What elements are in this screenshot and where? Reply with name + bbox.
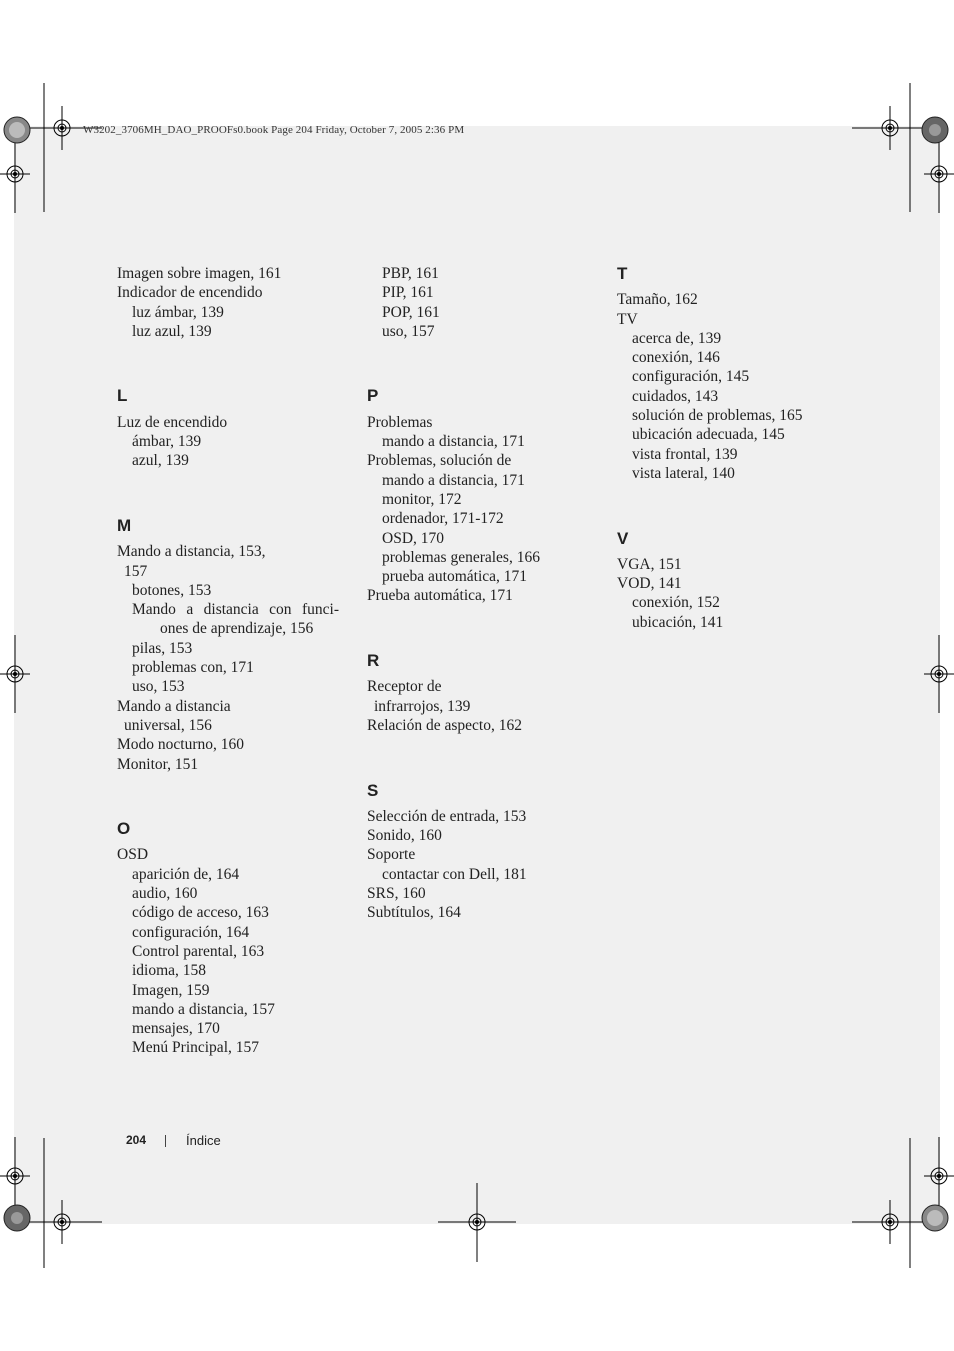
index-subentry: luz azul, 139: [132, 322, 212, 340]
index-subentry: 157: [124, 562, 148, 580]
index-entry: SRS, 160: [367, 885, 426, 903]
index-subentry: Menú Principal, 157: [132, 1039, 259, 1057]
index-subentry: idioma, 158: [132, 962, 207, 980]
index-letter-heading: O: [117, 819, 131, 839]
index-subentry: PBP, 161: [382, 265, 439, 282]
index-subentry: audio, 160: [132, 885, 198, 903]
index-subentry: ámbar, 139: [132, 433, 202, 451]
index-subentry: infrarrojos, 139: [374, 697, 471, 715]
index-column-2: [367, 264, 597, 923]
index-subentry: OSD, 170: [382, 529, 445, 547]
index-subentry: configuración, 145: [632, 368, 750, 386]
section-spacer: [617, 483, 847, 502]
index-subentry: acerca de, 139: [632, 329, 722, 347]
index-subentry: solución de problemas, 165: [632, 407, 803, 425]
index-entry: Problemas, solución de: [367, 452, 512, 470]
index-entry: Prueba automática, 171: [367, 587, 513, 605]
index-subentry: POP, 161: [382, 303, 440, 321]
index-subentry: problemas con, 171: [132, 659, 254, 677]
index-column-3: [617, 264, 847, 632]
index-subentry: Imagen, 159: [132, 981, 210, 999]
section-spacer: [367, 341, 597, 360]
index-subentry: botones, 153: [132, 581, 212, 599]
index-entry: Receptor de: [367, 678, 442, 696]
index-letter-heading: T: [617, 264, 628, 283]
index-entry: Modo nocturno, 160: [117, 736, 245, 754]
index-subentry: configuración, 164: [132, 923, 250, 941]
index-subentry: prueba automática, 171: [382, 568, 528, 586]
index-subentry: vista lateral, 140: [632, 464, 735, 482]
index-entry: Relación de aspecto, 162: [367, 716, 522, 734]
index-entry: Selección de entrada, 153: [367, 807, 527, 825]
index-subentry: conexión, 152: [632, 594, 720, 612]
index-subentry: cuidados, 143: [632, 387, 719, 405]
index-subentry: mando a distancia, 157: [132, 1000, 275, 1018]
index-subentry: mando a distancia, 171: [382, 471, 525, 489]
index-subentry: Control parental, 163: [132, 942, 265, 960]
index-subentry: luz ámbar, 139: [132, 303, 224, 321]
section-spacer: [367, 735, 597, 754]
index-subentry: ones de aprendizaje, 156: [160, 620, 314, 638]
index-entry: Subtítulos, 164: [367, 904, 461, 922]
index-entry: VOD, 141: [617, 575, 682, 593]
index-subentry: pilas, 153: [132, 639, 193, 657]
index-letter-heading: M: [117, 515, 132, 535]
index-letter-heading: L: [117, 386, 128, 406]
index-entry: Mando a distancia: [117, 697, 231, 715]
index-letter-heading: R: [367, 651, 380, 671]
section-title: Índice: [186, 1133, 221, 1148]
index-subentry: contactar con Dell, 181: [382, 865, 527, 883]
section-spacer: [117, 774, 347, 793]
index-subentry: vista frontal, 139: [632, 445, 738, 463]
page-number: 204: [126, 1133, 147, 1147]
index-entry: Sonido, 160: [367, 827, 442, 845]
index-letter-heading: S: [367, 780, 379, 800]
index-subentry: código de acceso, 163: [132, 904, 269, 922]
index-subentry: problemas generales, 166: [382, 548, 540, 566]
print-file-info: W3202_3706MH_DAO_PROOFs0.book Page 204 Friday, October 7, 2005 2:36 PM: [83, 124, 465, 136]
index-entry: TV: [617, 310, 638, 328]
index-subentry: monitor, 172: [382, 490, 462, 508]
index-letter-heading: P: [367, 386, 379, 406]
section-spacer: [367, 606, 597, 625]
index-entry: Monitor, 151: [117, 755, 199, 773]
index-letter-heading: V: [617, 528, 629, 548]
index-subentry: ordenador, 171-172: [382, 510, 504, 528]
index-entry: Problemas: [367, 413, 433, 431]
index-subentry: mando a distancia, 171: [382, 433, 525, 451]
index-entry: VGA, 151: [617, 555, 682, 573]
index-subentry: azul, 139: [132, 452, 189, 470]
index-column-1: [117, 264, 347, 1058]
index-subentry: Mando a distancia con funci-: [132, 601, 339, 619]
index-subentry: aparición de, 164: [132, 865, 240, 883]
index-subentry: PIP, 161: [382, 284, 434, 302]
section-spacer: [117, 341, 347, 360]
index-entry: Soporte: [367, 846, 416, 864]
index-entry: Mando a distancia, 153,: [117, 543, 266, 561]
index-subentry: universal, 156: [124, 716, 212, 734]
index-subentry: ubicación, 141: [632, 613, 724, 631]
index-entry: Imagen sobre imagen, 161: [117, 265, 282, 282]
index-subentry: mensajes, 170: [132, 1020, 220, 1038]
index-entry: Indicador de encendido: [117, 284, 263, 302]
section-spacer: [117, 471, 347, 490]
index-subentry: ubicación adecuada, 145: [632, 426, 785, 444]
index-subentry: uso, 157: [382, 322, 435, 340]
index-subentry: uso, 153: [132, 678, 185, 696]
footer-divider: [165, 1135, 166, 1147]
index-subentry: conexión, 146: [632, 349, 720, 367]
index-entry: OSD: [117, 846, 149, 864]
index-entry: Luz de encendido: [117, 413, 228, 431]
index-entry: Tamaño, 162: [617, 291, 698, 309]
